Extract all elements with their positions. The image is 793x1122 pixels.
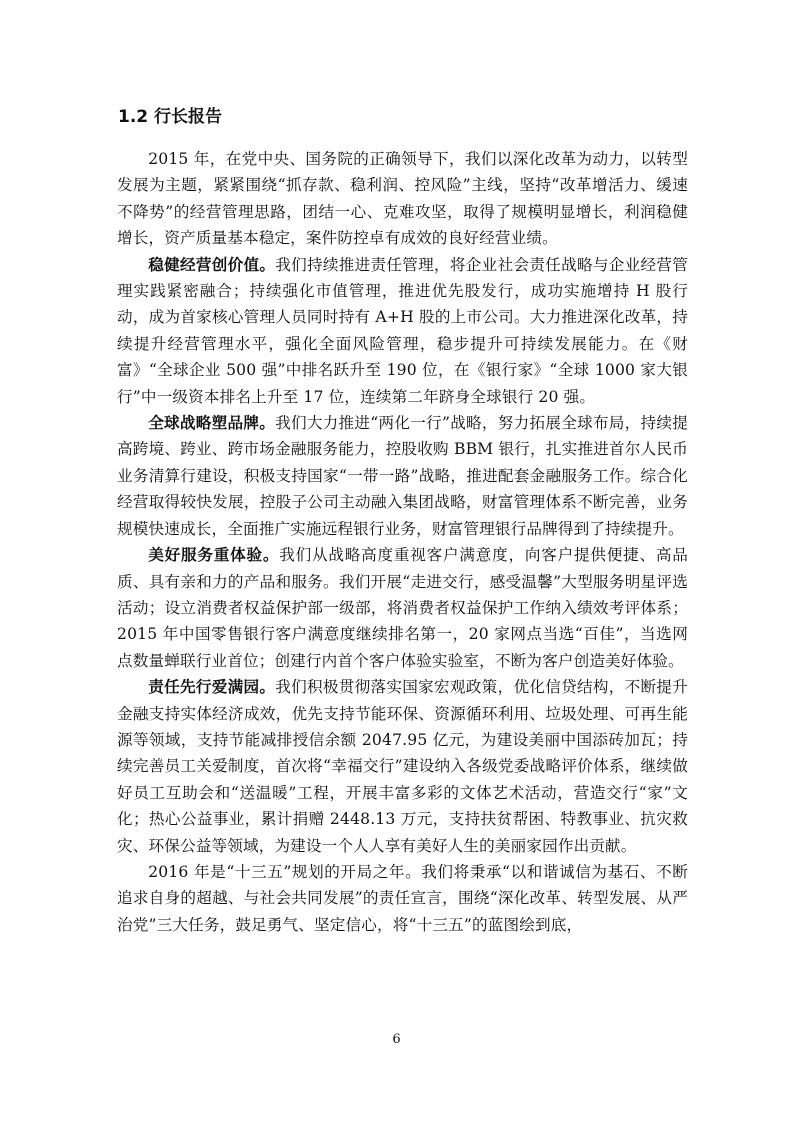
paragraph-lead: 责任先行爱满园。 [148, 678, 276, 697]
paragraph-lead: 全球战略塑品牌。 [148, 414, 276, 433]
paragraph-outlook-2016 [117, 859, 688, 938]
paragraph-responsibility [117, 674, 688, 859]
paragraph-intro [117, 146, 688, 252]
paragraph-text: 我们积极贯彻落实国家宏观政策，优化信贷结构，不断提升金融支持实体经济成效，优先支持节能环保、资源循环利用、垃圾处理、可再生能源等领域，支持节能减排授信余额 2047.95 亿元，为建设美丽中国添砖加瓦；持续完善员工关爱制度，首次将“幸福交行”建设纳入各级党委战略评价体系，继续做好员工互助会和“送温暖”工程，开展丰富多彩的文体艺术活动，营造交行“家”文化；热心公益事业，累计捐赠 2448.13 万元，支持扶贫帮困、特教事业、抗灾救灾、环保公益等领域，为建设一个人人享有美好人生的美丽家园作出贡献。 [117, 678, 688, 855]
paragraph-global-strategy [117, 410, 688, 542]
paragraph-text: 我们从战略高度重视客户满意度，向客户提供便捷、高品质、具有亲和力的产品和服务。我们开展“走进交行，感受温馨”大型服务明星评选活动；设立消费者权益保护部一级部，将消费者权益保护工作纳入绩效考评体系；2015 年中国零售银行客户满意度继续排名第一，20 家网点当选“百佳”，当选网点数量蝉联行业首位；创建行内首个客户体验实验室，不断为客户创造美好体验。 [117, 546, 688, 670]
paragraph-text: 我们大力推进“两化一行”战略，努力拓展全球布局，持续提高跨境、跨业、跨市场金融服务能力，控股收购 BBM 银行，扎实推进首尔人民币业务清算行建设，积极支持国家“一带一路”战略，推进配套金融服务工作。综合化经营取得较快发展，控股子公司主动融入集团战略，财富管理体系不断完善，业务规模快速成长，全面推广实施远程银行业务，财富管理银行品牌得到了持续提升。 [117, 414, 689, 538]
paragraph-lead: 稳健经营创价值。 [148, 255, 276, 274]
page-number: 6 [392, 1032, 401, 1047]
paragraph-text: 我们持续推进责任管理，将企业社会责任战略与企业经营管理实践紧密融合；持续强化市值管理，推进优先股发行，成功实施增持 H 股行动，成为首家核心管理人员同时持有 A+H 股的上市公司。大力推进深化改革，持续提升经营管理水平，强化全面风险管理，稳步提升可持续发展能力。在《财富》“全球企业 500 强”中排名跃升至 190 位，在《银行家》“全球 1000 家大银行”中一级资本排名上升至 17 位，连续第二年跻身全球银行 20 强。 [117, 255, 688, 406]
paragraph-steady-operation [117, 252, 688, 410]
paragraph-text: 2015 年，在党中央、国务院的正确领导下，我们以深化改革为动力，以转型发展为主题，紧紧围绕“抓存款、稳利润、控风险”主线，坚持“改革增活力、缓速不降势”的经营管理思路，团结一心、克难攻坚，取得了规模明显增长，利润稳健增长，资产质量基本稳定，案件防控卓有成效的良好经营业绩。 [117, 150, 688, 248]
paragraph-text: 2016 年是“十三五”规划的开局之年。我们将秉承“以和谐诚信为基石、不断追求自身的超越、与社会共同发展”的责任宣言，围绕“深化改革、转型发展、从严治党”三大任务，鼓足勇气、坚定信心，将“十三五”的蓝图绘到底， [117, 862, 688, 934]
paragraph-lead: 美好服务重体验。 [148, 546, 280, 565]
paragraph-service-experience [117, 542, 688, 674]
section-heading: 1.2 行长报告 [118, 107, 223, 127]
report-body [117, 146, 688, 938]
